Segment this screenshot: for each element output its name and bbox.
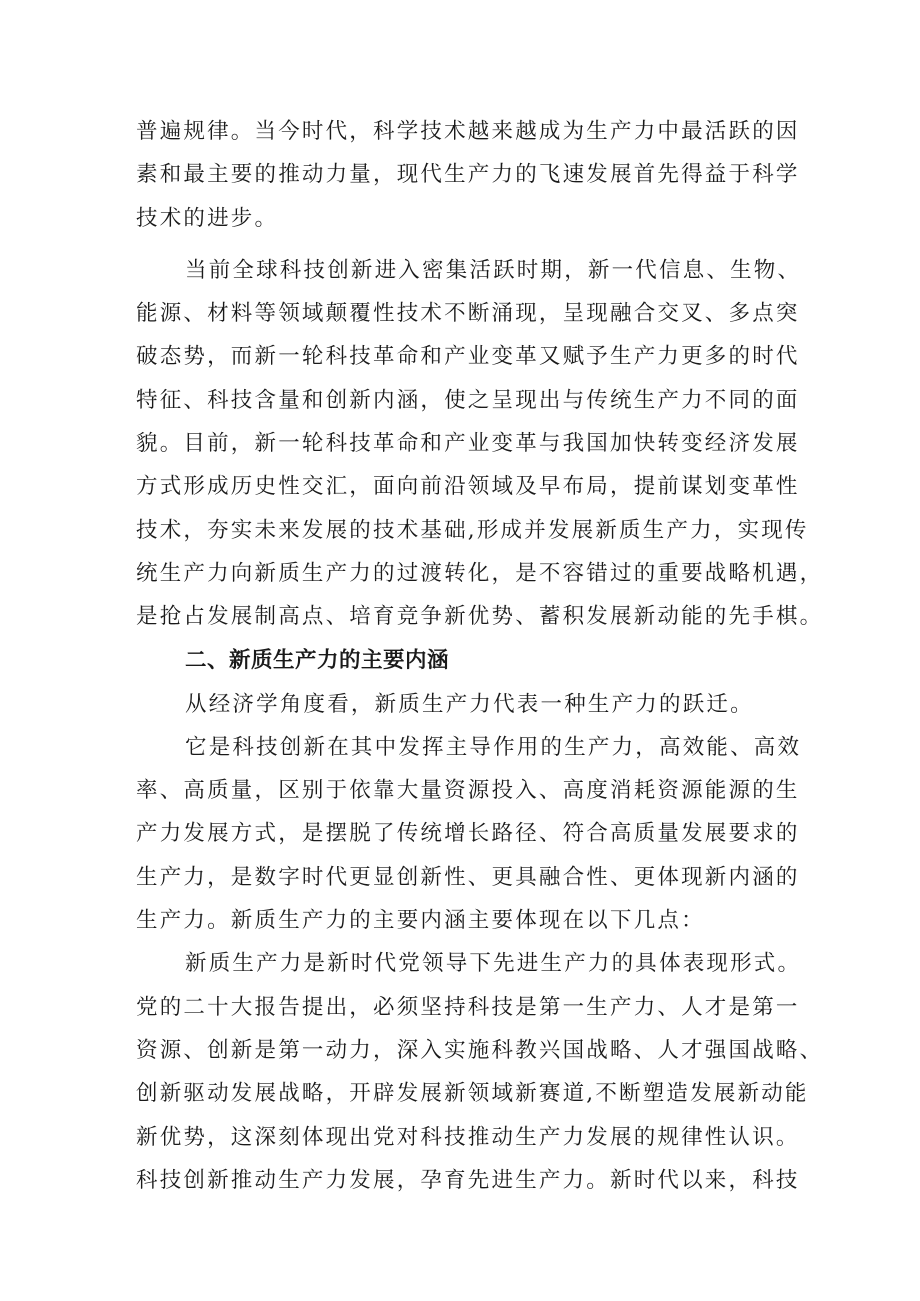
text-line: 率、高质量，区别于依靠大量资源投入、高度消耗资源能源的生 [136, 778, 800, 804]
text-line: 当前全球科技创新进入密集活跃时期，新一代信息、生物、 [185, 257, 802, 283]
paragraph [136, 683, 796, 726]
text-line: 方式形成历史性交汇，面向前沿领域及早布局，提前谋划变革性 [136, 474, 800, 500]
paragraph [136, 726, 802, 942]
text-line: 资源、创新是第一动力，深入实施科教兴国战略、人才强国战略、 [136, 1037, 824, 1063]
paragraph [136, 110, 800, 240]
text-line: 从经济学角度看，新质生产力代表一种生产力的跃迁。 [185, 691, 754, 717]
text-line: 统生产力向新质生产力的过渡转化，是不容错过的重要战略机遇， [136, 560, 824, 586]
text-line: 普遍规律。当今时代，科学技术越来越成为生产力中最活跃的因 [136, 119, 800, 144]
text-line: 能源、材料等领域颠覆性技术不断涌现，呈现融合交叉、多点突 [136, 301, 800, 327]
text-line: 新质生产力是新时代党领导下先进生产力的具体表现形式。 [185, 951, 802, 977]
text-line: 生产力，是数字时代更显创新性、更具融合性、更体现新内涵的 [136, 864, 800, 890]
text-line: 破态势，而新一轮科技革命和产业变革又赋予生产力更多的时代 [136, 344, 800, 370]
text-line: 技术，夯实未来发展的技术基础,形成并发展新质生产力，实现传 [136, 517, 809, 543]
paragraph [136, 249, 824, 639]
text-line: 科技创新推动生产力发展，孕育先进生产力。新时代以来，科技 [136, 1167, 800, 1193]
text-line: 特征、科技含量和创新内涵，使之呈现出与传统生产力不同的面 [136, 387, 800, 413]
text-line: 产力发展方式，是摆脱了传统增长路径、符合高质量发展要求的 [136, 821, 800, 847]
text-line: 技术的进步。 [136, 205, 279, 231]
text-line: 创新驱动发展战略，开辟发展新领域新赛道,不断塑造发展新动能 [136, 1081, 809, 1107]
section-heading: 二、新质生产力的主要内涵 [185, 647, 450, 673]
document-page [136, 110, 824, 1202]
text-line: 它是科技创新在其中发挥主导作用的生产力，高效能、高效 [185, 734, 802, 760]
text-line: 是抢占发展制高点、培育竞争新优势、蓄积发展新动能的先手棋。 [136, 604, 824, 630]
text-line: 貌。目前，新一轮科技革命和产业变革与我国加快转变经济发展 [136, 431, 800, 457]
paragraph [136, 942, 824, 1202]
text-line: 素和最主要的推动力量，现代生产力的飞速发展首先得益于科学 [136, 162, 800, 188]
text-line: 新优势，这深刻体现出党对科技推动生产力发展的规律性认识。 [136, 1124, 800, 1150]
text-line: 党的二十大报告提出，必须坚持科技是第一生产力、人才是第一 [136, 994, 800, 1020]
text-line: 生产力。新质生产力的主要内涵主要体现在以下几点： [136, 908, 705, 934]
